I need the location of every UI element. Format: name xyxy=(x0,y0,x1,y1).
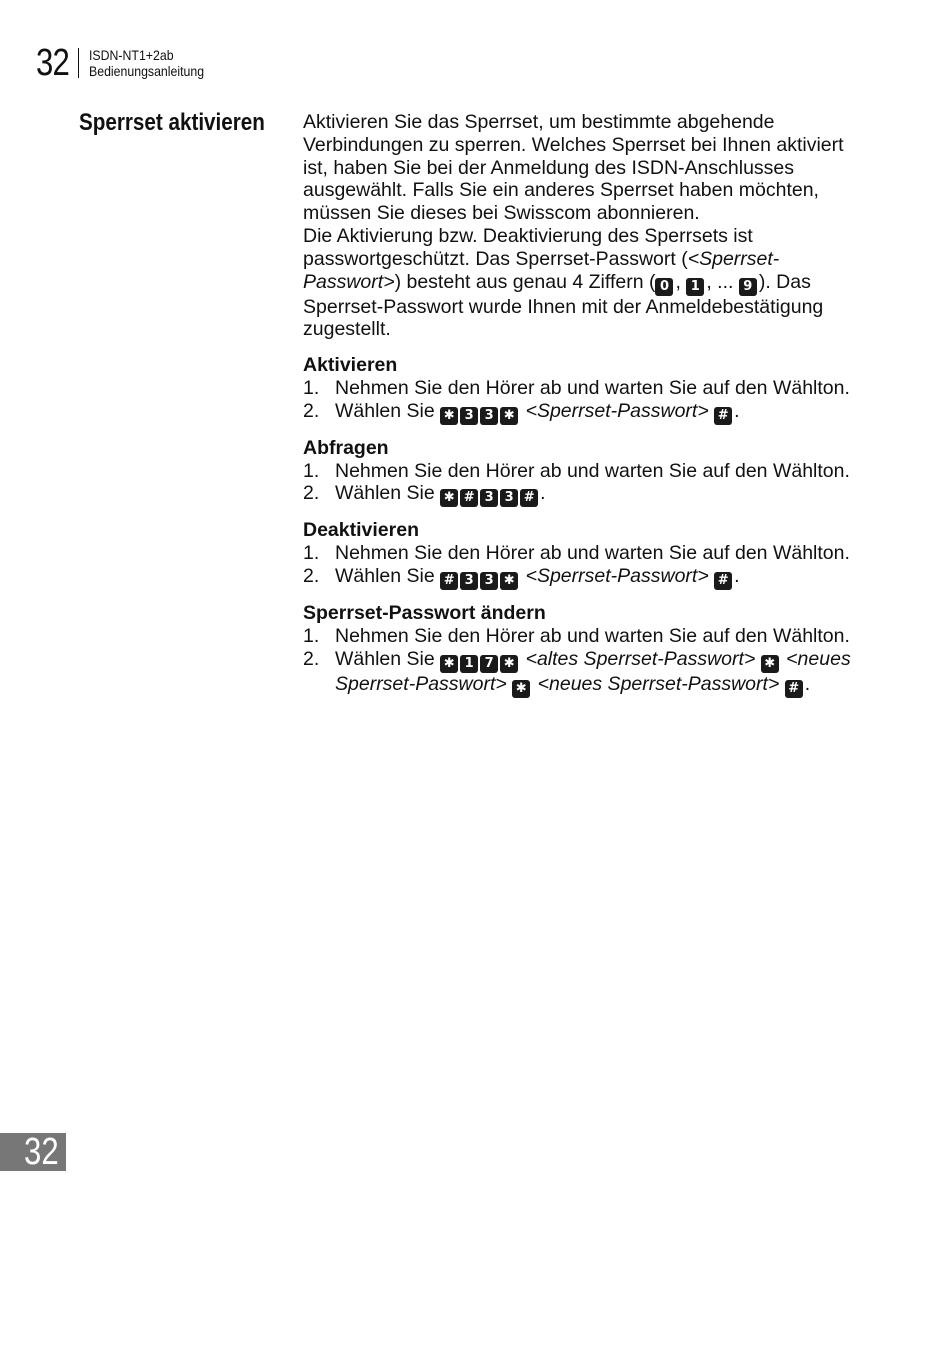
intro-paragraph-2 xyxy=(303,225,863,341)
key-star-icon: ✱ xyxy=(500,655,518,673)
step-number: 2. xyxy=(303,647,320,670)
page-number: 32 xyxy=(36,42,70,84)
step-text: Wählen Sie xyxy=(335,564,435,587)
main-content xyxy=(303,111,863,710)
key-star-icon: ✱ xyxy=(440,489,458,507)
key-star-icon: ✱ xyxy=(440,407,458,425)
step-number: 1. xyxy=(303,459,320,482)
step-text: Wählen Sie xyxy=(335,399,435,422)
section-passwort-aendern xyxy=(303,602,863,698)
intro-text: ) besteht aus genau 4 Ziffern ( xyxy=(394,270,656,293)
key-hash-icon: # xyxy=(460,489,478,507)
section-aktivieren xyxy=(303,354,863,425)
password-placeholder: <Sperrset-Passwort> xyxy=(525,399,709,422)
step-number: 1. xyxy=(303,376,320,399)
step-number: 1. xyxy=(303,624,320,647)
password-placeholder: <Sperrset-Passwort> xyxy=(303,247,780,293)
step-number: 1. xyxy=(303,542,320,565)
key-star-icon: ✱ xyxy=(500,407,518,425)
key-7-icon: 7 xyxy=(480,655,498,673)
list-item xyxy=(303,400,863,425)
step-text: Nehmen Sie den Hörer ab und warten Sie auf den Wählton. xyxy=(335,376,850,399)
password-placeholder: <Sperrset-Passwort> xyxy=(525,564,709,587)
step-text: Nehmen Sie den Hörer ab und warten Sie auf den Wählton. xyxy=(335,542,850,565)
key-0-icon: 0 xyxy=(655,278,673,296)
period: . xyxy=(734,564,740,587)
list-item xyxy=(303,565,863,590)
key-hash-icon: # xyxy=(714,572,732,590)
section-title: Sperrset-Passwort ändern xyxy=(303,601,546,624)
period: . xyxy=(804,672,811,695)
header-subtitle: Bedienungsanleitung xyxy=(89,63,205,79)
key-1-icon: 1 xyxy=(686,278,704,296)
separator: , ... xyxy=(706,270,739,293)
list-item xyxy=(303,625,863,648)
step-number: 2. xyxy=(303,399,320,422)
intro-text: Die Aktivierung bzw. Deaktivierung des Sperrsets ist passwortgeschützt. Das Sperrset-Passwort ( xyxy=(303,224,753,270)
intro-text: ). Das Sperrset-Passwort wurde Ihnen mit der Anmeldebestätigung zugestellt. xyxy=(303,270,824,341)
key-3-icon: 3 xyxy=(480,489,498,507)
key-hash-icon: # xyxy=(785,680,803,698)
key-star-icon: ✱ xyxy=(440,655,458,673)
step-text: Wählen Sie xyxy=(335,482,435,505)
step-number: 2. xyxy=(303,482,320,505)
list-item xyxy=(303,542,863,565)
key-9-icon: 9 xyxy=(739,278,757,296)
intro-paragraph-1: Aktivieren Sie das Sperrset, um bestimmte abgehende Verbindungen zu sperren. Welches Sperrset bei Ihnen aktiviert ist, haben Sie bei der Anmeldung des ISDN-Anschlusses ausgewählt. Falls Sie ein anderes Sperrset haben möchten, müssen Sie dieses bei Swisscom abonnieren. xyxy=(303,111,844,225)
section-title: Aktivieren xyxy=(303,354,398,377)
key-star-icon: ✱ xyxy=(500,572,518,590)
side-title: Sperrset aktivieren xyxy=(79,109,265,136)
header-title: ISDN-NT1+2ab xyxy=(89,47,174,63)
list-item xyxy=(303,377,863,400)
old-password-placeholder: <altes Sperrset-Passwort> xyxy=(525,647,756,670)
section-deaktivieren xyxy=(303,519,863,590)
key-3-icon: 3 xyxy=(480,407,498,425)
list-item xyxy=(303,482,863,507)
key-3-icon: 3 xyxy=(500,489,518,507)
period: . xyxy=(734,399,740,422)
section-title: Abfragen xyxy=(303,436,389,459)
new-password-placeholder: <neues Sperrset-Passwort> xyxy=(335,647,851,695)
step-text: Nehmen Sie den Hörer ab und warten Sie auf den Wählton. xyxy=(335,459,850,482)
list-item xyxy=(303,648,863,698)
period: . xyxy=(540,482,546,505)
step-number: 2. xyxy=(303,564,320,587)
section-abfragen xyxy=(303,437,863,508)
key-1-icon: 1 xyxy=(460,655,478,673)
key-3-icon: 3 xyxy=(480,572,498,590)
step-text: Wählen Sie xyxy=(335,647,435,670)
step-text: Nehmen Sie den Hörer ab und warten Sie auf den Wählton. xyxy=(335,624,850,647)
key-star-icon: ✱ xyxy=(761,655,779,673)
key-3-icon: 3 xyxy=(460,407,478,425)
key-hash-icon: # xyxy=(714,407,732,425)
footer-page-number: 32 xyxy=(24,1131,59,1173)
list-item xyxy=(303,460,863,483)
footer-page-tab xyxy=(0,1133,66,1171)
key-star-icon: ✱ xyxy=(512,680,530,698)
separator: , xyxy=(675,270,687,293)
key-hash-icon: # xyxy=(440,572,458,590)
new-password-placeholder: <neues Sperrset-Passwort> xyxy=(537,672,780,695)
section-title: Deaktivieren xyxy=(303,519,419,542)
header-title-block xyxy=(89,47,204,79)
key-3-icon: 3 xyxy=(460,572,478,590)
key-hash-icon: # xyxy=(520,489,538,507)
header-divider xyxy=(78,48,79,78)
